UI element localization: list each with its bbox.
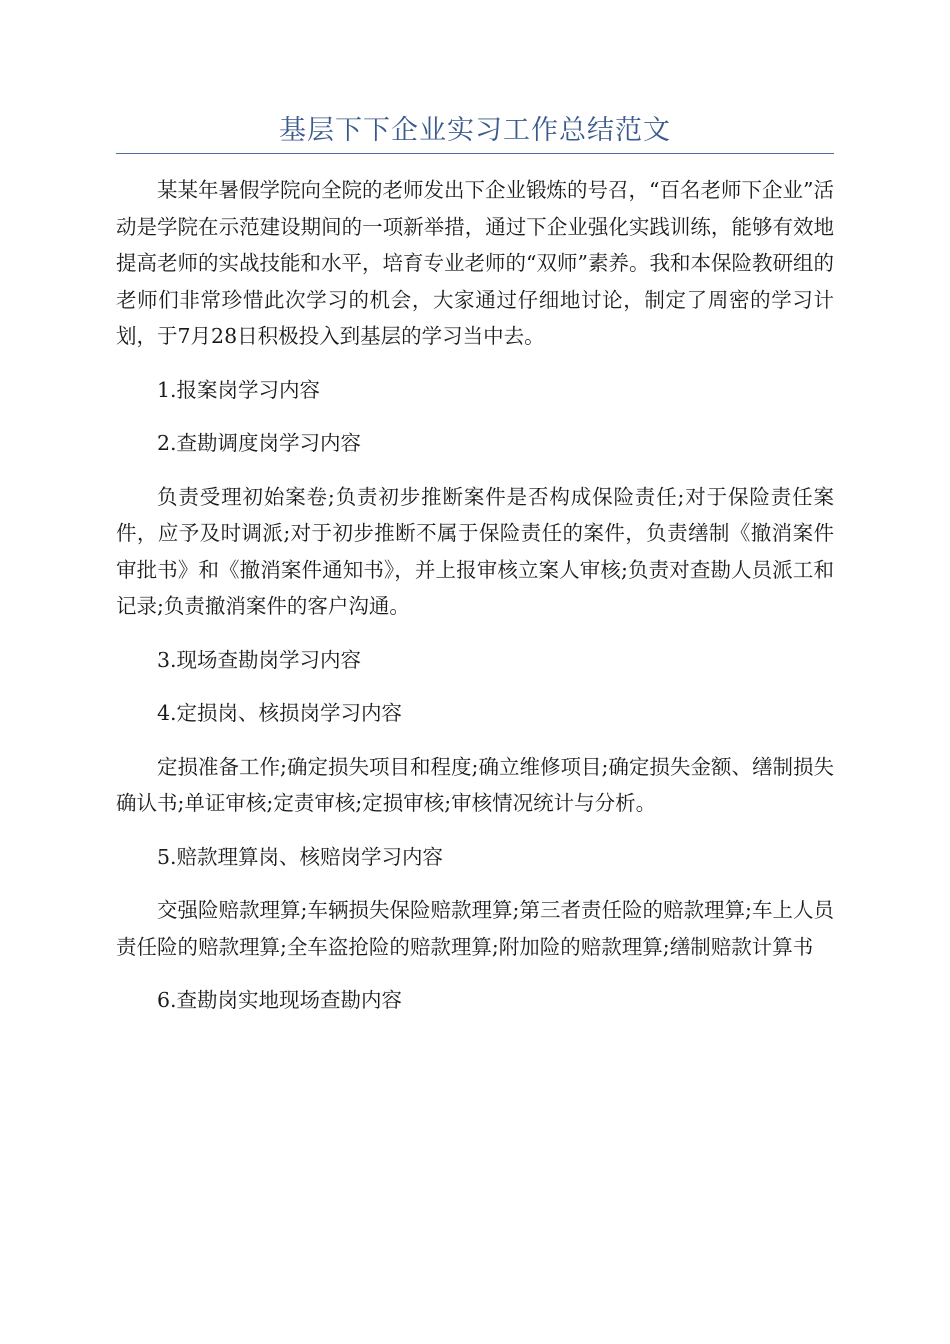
paragraph-claims: 交强险赔款理算;车辆损失保险赔款理算;第三者责任险的赔款理算;车上人员责任险的赔款理算;全车盗抢险的赔款理算;附加险的赔款理算;缮制赔款计算书 [116, 898, 834, 959]
paragraph-loss-assessment: 定损准备工作;确定损失项目和程度;确立维修项目;确定损失金额、缮制损失确认书;单证审核;定责审核;定损审核;审核情况统计与分析。 [116, 754, 834, 815]
paragraph-dispatch: 负责受理初始案卷;负责初步推断案件是否构成保险责任;对于保险责任案件，应予及时调派;对于初步推断不属于保险责任的案件，负责缮制《撤消案件审批书》和《撤消案件通知书》，并上报审核立案人审核;负责对查勘人员派工和记录;负责撤消案件的客户沟通。 [116, 484, 834, 618]
section-heading-2: 2.查勘调度岗学习内容 [157, 431, 362, 455]
paragraph-intro: 某某年暑假学院向全院的老师发出下企业锻炼的号召，“百名老师下企业”活动是学院在示范建设期间的一项新举措，通过下企业强化实践训练，能够有效地提高老师的实战技能和水平，培育专业老师的“双师”素养。我和本保险教研组的老师们非常珍惜此次学习的机会，大家通过仔细地讨论，制定了周密的学习计划，于7月28日积极投入到基层的学习当中去。 [116, 178, 834, 348]
section-heading-6: 6.查勘岗实地现场查勘内容 [157, 988, 403, 1012]
document-body [116, 172, 834, 1036]
document-title: 基层下下企业实习工作总结范文 [279, 115, 671, 146]
section-heading-1: 1.报案岗学习内容 [157, 377, 321, 402]
title-underline [116, 153, 834, 154]
section-heading-5: 5.赔款理算岗、核赔岗学习内容 [157, 844, 444, 869]
section-heading-3: 3.现场查勘岗学习内容 [157, 647, 362, 672]
section-heading-4: 4.定损岗、核损岗学习内容 [157, 701, 403, 725]
